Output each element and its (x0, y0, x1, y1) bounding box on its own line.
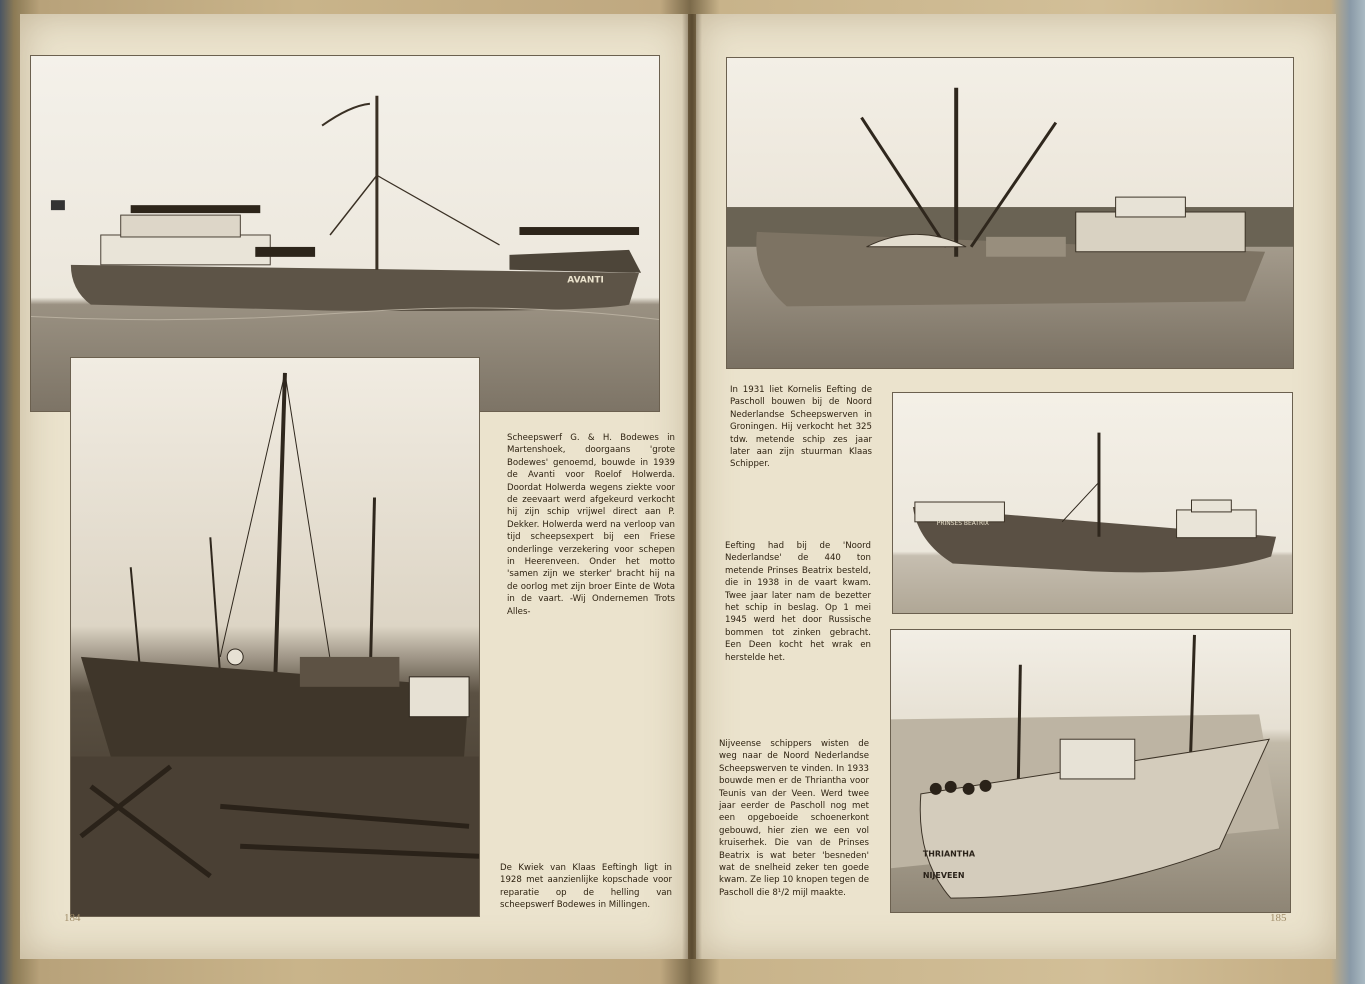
thriantha-hull-name: THRIANTHA (922, 849, 976, 859)
photo-pascholl (726, 57, 1294, 369)
caption-pascholl: In 1931 liet Kornelis Eefting de Pascholl bouwen bij de Noord Nederlandse Scheepswerven in Groningen. Hij verkocht het 325 tdw. metende schip zes jaar later aan zijn stuurman Klaas Schipper. (730, 385, 872, 470)
page-number-left: 184 (64, 912, 81, 924)
avanti-hull-name: AVANTI (567, 275, 604, 286)
prinses-hull-name: PRINSES BEATRIX (936, 519, 989, 527)
page-number-right: 185 (1270, 912, 1287, 924)
caption-thriantha: Nijveense schippers wisten de weg naar de Noord Nederlandse Scheepswerven te vinden. In 1933 bouwde men er de Thriantha voor Teunis van der Veen. Werd twee jaar eerder de Pascholl nog met een opgeboeide schoenerkont gebouwd, hier zien we een vol kruiserhek. Die van de Prinses Beatrix is wat beter 'besneden' wat de snelheid zeker ten goede kwam. Ze liep 10 knopen tegen de Pascholl die 8¹/2 mijl maakte. (719, 739, 869, 898)
caption-prinses-beatrix: Eefting had bij de 'Noord Nederlandse' de 440 ton metende Prinses Beatrix besteld, die in 1938 in de vaart kwam. Twee jaar later nam de bezetter het schip in beslag. Op 1 mei 1945 werd het door Russische bommen tot zinken gebracht. Een Deen kocht het wrak en herstelde het. (725, 541, 871, 663)
caption-avanti: Scheepswerf G. & H. Bodewes in Martenshoek, doorgaans 'grote Bodewes' genoemd, bouwde in 1939 de Avanti voor Roelof Holwerda. Doordat Holwerda wegens ziekte voor de zeevaart werd afgekeurd verkocht hij zijn schip vrijwel direct aan P. Dekker. Holwerda werd na verloop van tijd scheepsexpert bij een Friese onderlinge verzekering voor schepen in Heerenveen. Onder het motto 'samen zijn we sterker' bracht hij na de oorlog met zijn broer Einte de Wota in de vaart. -Wij Ondernemen Trots Alles- (507, 433, 675, 617)
caption-kwiek: De Kwiek van Klaas Eeftingh ligt in 1928 met aanzienlijke kopschade voor reparatie op de helling van scheepswerf Bodewes in Millingen. (500, 863, 672, 911)
thriantha-hull-home: NIJEVEEN (922, 871, 965, 881)
photo-prinses-beatrix (892, 392, 1293, 614)
photo-kwiek (70, 357, 480, 917)
photo-thriantha (890, 629, 1291, 913)
book-gutter (682, 14, 702, 959)
